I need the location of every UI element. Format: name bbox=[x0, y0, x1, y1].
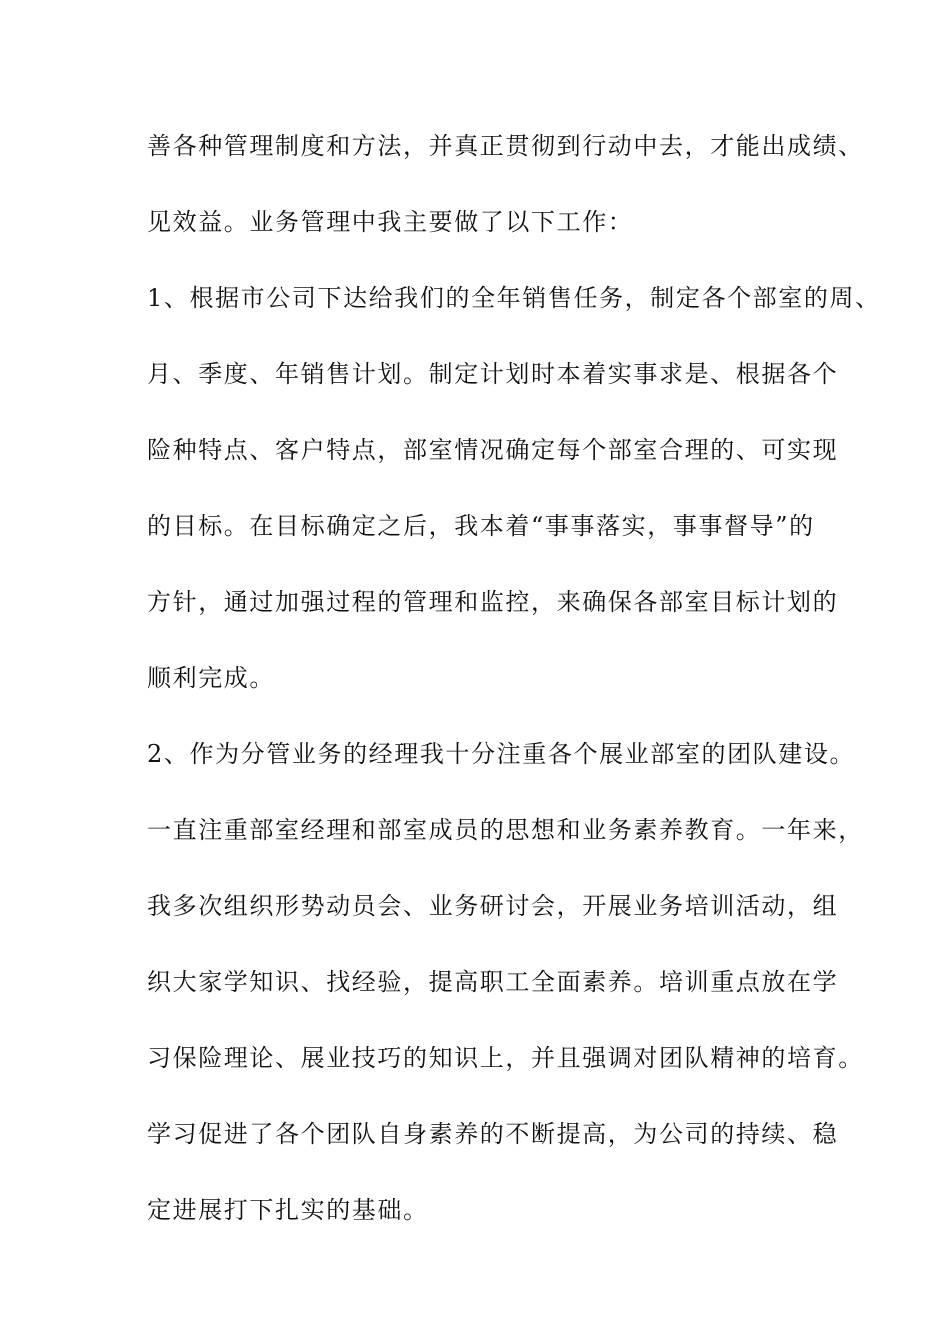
text-line: 顺利完成。 bbox=[147, 664, 275, 692]
text-line: 见效益。业务管理中我主要做了以下工作： bbox=[147, 208, 634, 236]
text-line: 的目标。在目标确定之后，我本着“事事落实，事事督导”的 bbox=[147, 512, 815, 540]
text-line: 善各种管理制度和方法，并真正贯彻到行动中去，才能出成绩、 bbox=[147, 132, 864, 160]
text-line: 习保险理论、展业技巧的知识上，并且强调对团队精神的培育。 bbox=[147, 1044, 864, 1072]
text-line: 月、季度、年销售计划。制定计划时本着实事求是、根据各个 bbox=[147, 360, 839, 388]
text-line: 1、根据市公司下达给我们的全年销售任务，制定各个部室的周、 bbox=[147, 284, 881, 312]
text-line: 2、作为分管业务的经理我十分注重各个展业部室的团队建设。 bbox=[147, 740, 856, 768]
text-line: 险种特点、客户特点，部室情况确定每个部室合理的、可实现 bbox=[147, 436, 839, 464]
text-line: 织大家学知识、找经验，提高职工全面素养。培训重点放在学 bbox=[147, 968, 839, 996]
text-line: 定进展打下扎实的基础。 bbox=[147, 1196, 429, 1224]
text-line: 我多次组织形势动员会、业务研讨会，开展业务培训活动，组 bbox=[147, 892, 839, 920]
text-line: 学习促进了各个团队自身素养的不断提高，为公司的持续、稳 bbox=[147, 1120, 839, 1148]
text-line: 方针，通过加强过程的管理和监控，来确保各部室目标计划的 bbox=[147, 588, 839, 616]
document-body bbox=[147, 128, 881, 1268]
text-line: 一直注重部室经理和部室成员的思想和业务素养教育。一年来， bbox=[147, 816, 864, 844]
